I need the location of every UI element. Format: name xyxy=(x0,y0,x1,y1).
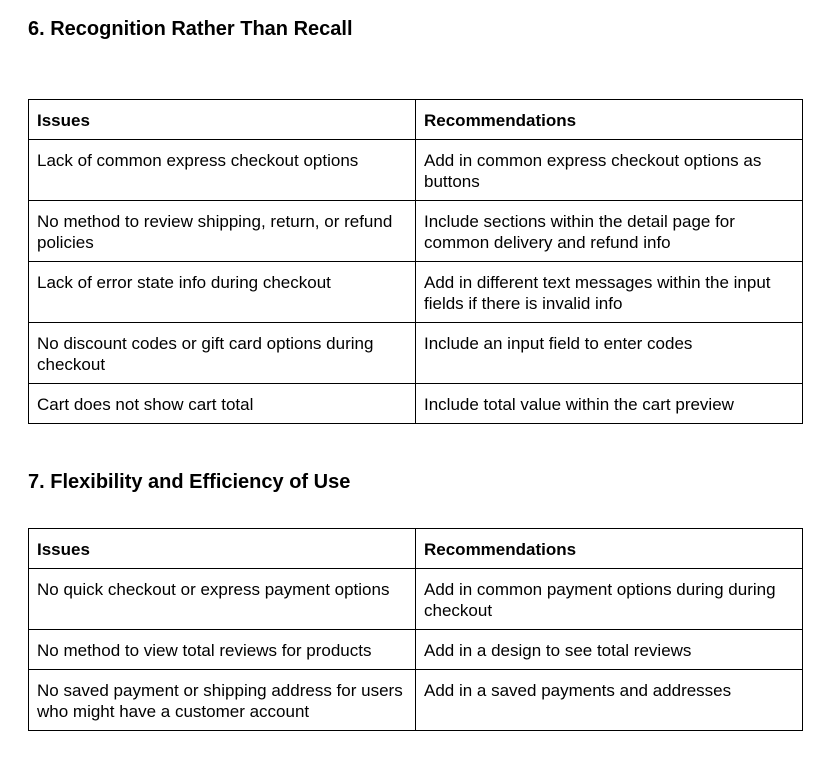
issue-cell: No quick checkout or express payment options xyxy=(29,569,416,630)
table-row xyxy=(29,569,803,630)
issue-cell: No saved payment or shipping address for users who might have a customer account xyxy=(29,670,416,731)
issues-column-header: Issues xyxy=(29,529,416,569)
issue-cell: No method to review shipping, return, or refund policies xyxy=(29,201,416,262)
recommendations-column-header: Recommendations xyxy=(416,529,803,569)
table-row xyxy=(29,323,803,384)
section-7-table xyxy=(28,528,803,731)
recommendation-cell: Include sections within the detail page for common delivery and refund info xyxy=(416,201,803,262)
section-6-heading: 6. Recognition Rather Than Recall xyxy=(28,18,353,40)
issue-cell: Lack of common express checkout options xyxy=(29,140,416,201)
recommendation-cell: Add in a saved payments and addresses xyxy=(416,670,803,731)
issues-column-header: Issues xyxy=(29,100,416,140)
table-header-row xyxy=(29,529,803,569)
recommendation-cell: Include an input field to enter codes xyxy=(416,323,803,384)
recommendation-cell: Include total value within the cart preview xyxy=(416,384,803,424)
issue-cell: No discount codes or gift card options during checkout xyxy=(29,323,416,384)
issue-cell: No method to view total reviews for products xyxy=(29,630,416,670)
section-6-table xyxy=(28,99,803,424)
issue-cell: Cart does not show cart total xyxy=(29,384,416,424)
table-row xyxy=(29,262,803,323)
table-row xyxy=(29,384,803,424)
recommendation-cell: Add in common payment options during during checkout xyxy=(416,569,803,630)
section-7-heading: 7. Flexibility and Efficiency of Use xyxy=(28,471,351,493)
recommendation-cell: Add in different text messages within the input fields if there is invalid info xyxy=(416,262,803,323)
table-row xyxy=(29,201,803,262)
issue-cell: Lack of error state info during checkout xyxy=(29,262,416,323)
recommendation-cell: Add in a design to see total reviews xyxy=(416,630,803,670)
recommendation-cell: Add in common express checkout options as buttons xyxy=(416,140,803,201)
table-row xyxy=(29,670,803,731)
table-header-row xyxy=(29,100,803,140)
table-row xyxy=(29,630,803,670)
recommendations-column-header: Recommendations xyxy=(416,100,803,140)
table-row xyxy=(29,140,803,201)
